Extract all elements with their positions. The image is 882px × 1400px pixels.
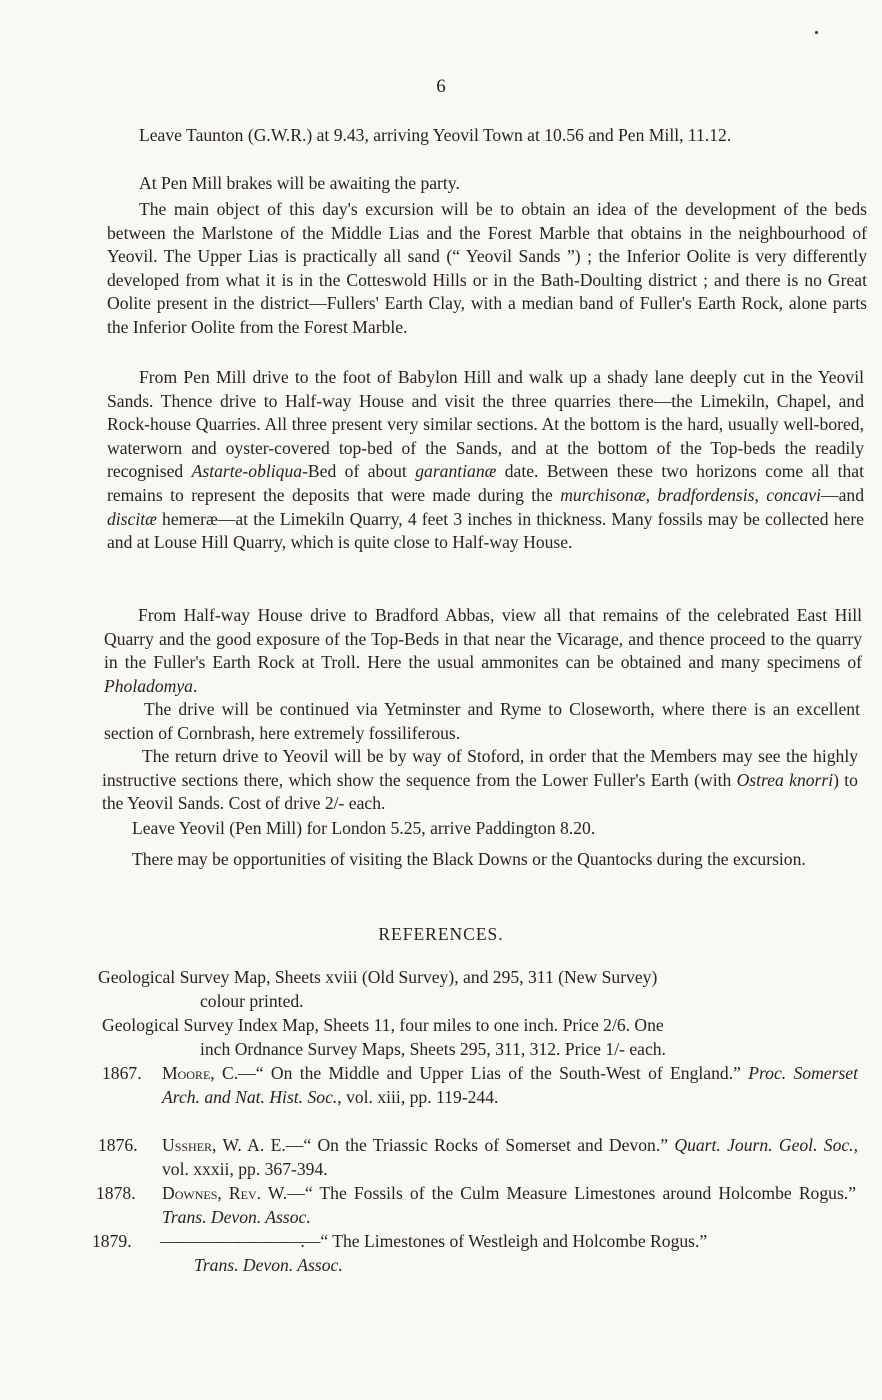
reference-index-map (102, 1013, 862, 1061)
text-run: —and (821, 484, 865, 505)
page-number: 6 (436, 76, 446, 97)
text-run: From Pen Mill drive to the foot of Babylon Hill and walk up a shady lane deeply cut in the Yeovil Sands. Thence drive to Half-way House and visit the three quarries there—the Limekiln, Chapel, and Rock-house Quarries. All three present very similar sections. At the bottom is the hard, usually well-bored, waterworn and oyster-covered top-bed of the Sands, and at the bottom of the Top-beds the readily recognised (107, 367, 864, 482)
text-run: , (754, 484, 767, 505)
reference-line: Geological Survey Index Map, Sheets 11, four miles to one inch. Price 2/6. One (102, 1015, 664, 1035)
text-run: —“ On the Triassic Rocks of Somerset and Devon.” (285, 1135, 675, 1155)
reference-line (160, 1229, 856, 1253)
paragraph-opportunities: There may be opportunities of visiting the Black Downs or the Quantocks during the excursion. (132, 849, 806, 869)
italic-run: Astarte-obliqua (191, 461, 303, 482)
text-run: . (192, 675, 198, 696)
text-run: —“ The Fossils of the Culm Measure Limestones around Holcombe Rogus.” (287, 1183, 857, 1203)
reference-body (102, 1061, 858, 1109)
reference-year: 1879. (92, 1231, 132, 1251)
reference-moore-1867 (102, 1061, 858, 1109)
paragraph-main-object: The main object of this day's excursion will be to obtain an idea of the development of the beds between the Marlstone of the Middle Lias and the Forest Marble that obtains in the neighbourhood of Yeovil. The Upper Lias is practically all sand (“ Yeovil Sands ”) ; the Inferior Oolite is very differently developed from what it is in the Cotteswold Hills or in the Bath-Doulting district ; and there is no Great Oolite present in the district—Fullers' Earth Clay, with a median band of Fuller's Earth Rock, alone parts the Inferior Oolite from the Forest Marble. (107, 199, 867, 337)
reference-author: Ussher, W. A. E. (162, 1135, 286, 1155)
text-run: —“ On the Middle and Upper Lias of the South-West of England.” (238, 1063, 749, 1083)
text-run: From Half-way House drive to Bradford Abbas, view all that remains of the celebrated East Hill Quarry and the good exposure of the Top-Beds in that near the Vicarage, and thence proceed to the quarry in the Fuller's Earth Rock at Troll. Here the usual ammonites can be obtained and many specimens of (104, 605, 862, 673)
reference-journal: Proc. Somerset Arch. and Nat. Hist. Soc. (162, 1063, 858, 1107)
reference-body (96, 1181, 856, 1229)
reference-year: 1867. (102, 1063, 142, 1083)
reference-author: Downes, Rev. W. (162, 1183, 288, 1203)
paragraph-leave-yeovil: Leave Yeovil (Pen Mill) for London 5.25, arrive Paddington 8.20. (132, 818, 596, 838)
text-run: The return drive to Yeovil will be by way of Stoford, in order that the Members may see the highly instructive sections there, which show the sequence from the Lower Fuller's Earth (with (102, 746, 858, 790)
paragraph-pen-mill-drive (107, 366, 864, 555)
text-run: date. Between these two horizons come all that remains to represent the deposits that were made during the (107, 461, 865, 505)
italic-run: Pholadomya (104, 675, 193, 696)
reference-year: 1878. (96, 1183, 136, 1203)
reference-downes-1878 (96, 1181, 856, 1229)
reference-journal: Trans. Devon. Assoc. (162, 1207, 311, 1227)
italic-run: discitæ (107, 508, 157, 529)
references-heading: REFERENCES. (378, 924, 504, 944)
text-run: , vol. xxxii, pp. 367-394. (162, 1135, 858, 1179)
reference-line (160, 1253, 856, 1277)
reference-year: 1876. (98, 1135, 138, 1155)
reference-body (98, 1133, 858, 1181)
reference-line: inch Ordnance Survey Maps, Sheets 295, 311, 312. Price 1/- each. (200, 1039, 666, 1059)
italic-run: Ostrea knorri (736, 769, 834, 790)
text-run: -Bed of about (302, 461, 416, 482)
reference-journal: Trans. Devon. Assoc. (194, 1255, 343, 1275)
reference-ussher-1876 (98, 1133, 858, 1181)
paragraph-closeworth: The drive will be continued via Yetminster and Ryme to Closeworth, where there is an excellent section of Cornbrash, here extremely fossiliferous. (104, 699, 860, 743)
text-run: ) to the Yeovil Sands. Cost of drive 2/- each. (102, 769, 858, 814)
print-speck (815, 31, 818, 34)
text-run: hemeræ—at the Limekiln Quarry, 4 feet 3 inches in thickness. Many fossils may be collected here and at Louse Hill Quarry, which is quite close to Half-way House. (107, 508, 864, 553)
italic-run: bradfordensis (657, 484, 755, 505)
reference-line: colour printed. (200, 991, 304, 1011)
italic-run: concavi (766, 484, 822, 505)
reference-line: Geological Survey Map, Sheets xviii (Old Survey), and 295, 311 (New Survey) (98, 967, 658, 987)
text-run: , vol. xiii, pp. 119-244. (337, 1087, 499, 1107)
italic-run: murchisonæ (560, 484, 646, 505)
paragraph-return-drive (102, 745, 858, 816)
paragraph-brakes: At Pen Mill brakes will be awaiting the party. (139, 173, 460, 193)
paragraph-departure-text: Leave Taunton (G.W.R.) at 9.43, arriving Yeovil Town at 10.56 and Pen Mill, 11.12. (139, 125, 732, 145)
reference-body (92, 1229, 856, 1277)
paragraph-departure (107, 124, 867, 148)
reference-journal: Quart. Journ. Geol. Soc. (674, 1135, 854, 1155)
reference-geological-survey-map (98, 965, 858, 1013)
italic-run: garantianæ (415, 461, 497, 482)
text-run: , (645, 484, 658, 505)
ditto-dash: —————————. (160, 1231, 303, 1251)
reference-author: Moore, C. (162, 1063, 239, 1083)
reference-1879 (92, 1229, 856, 1277)
text-run: —“ The Limestones of Westleigh and Holcombe Rogus.” (302, 1231, 708, 1251)
paragraph-half-way-house (104, 604, 862, 698)
